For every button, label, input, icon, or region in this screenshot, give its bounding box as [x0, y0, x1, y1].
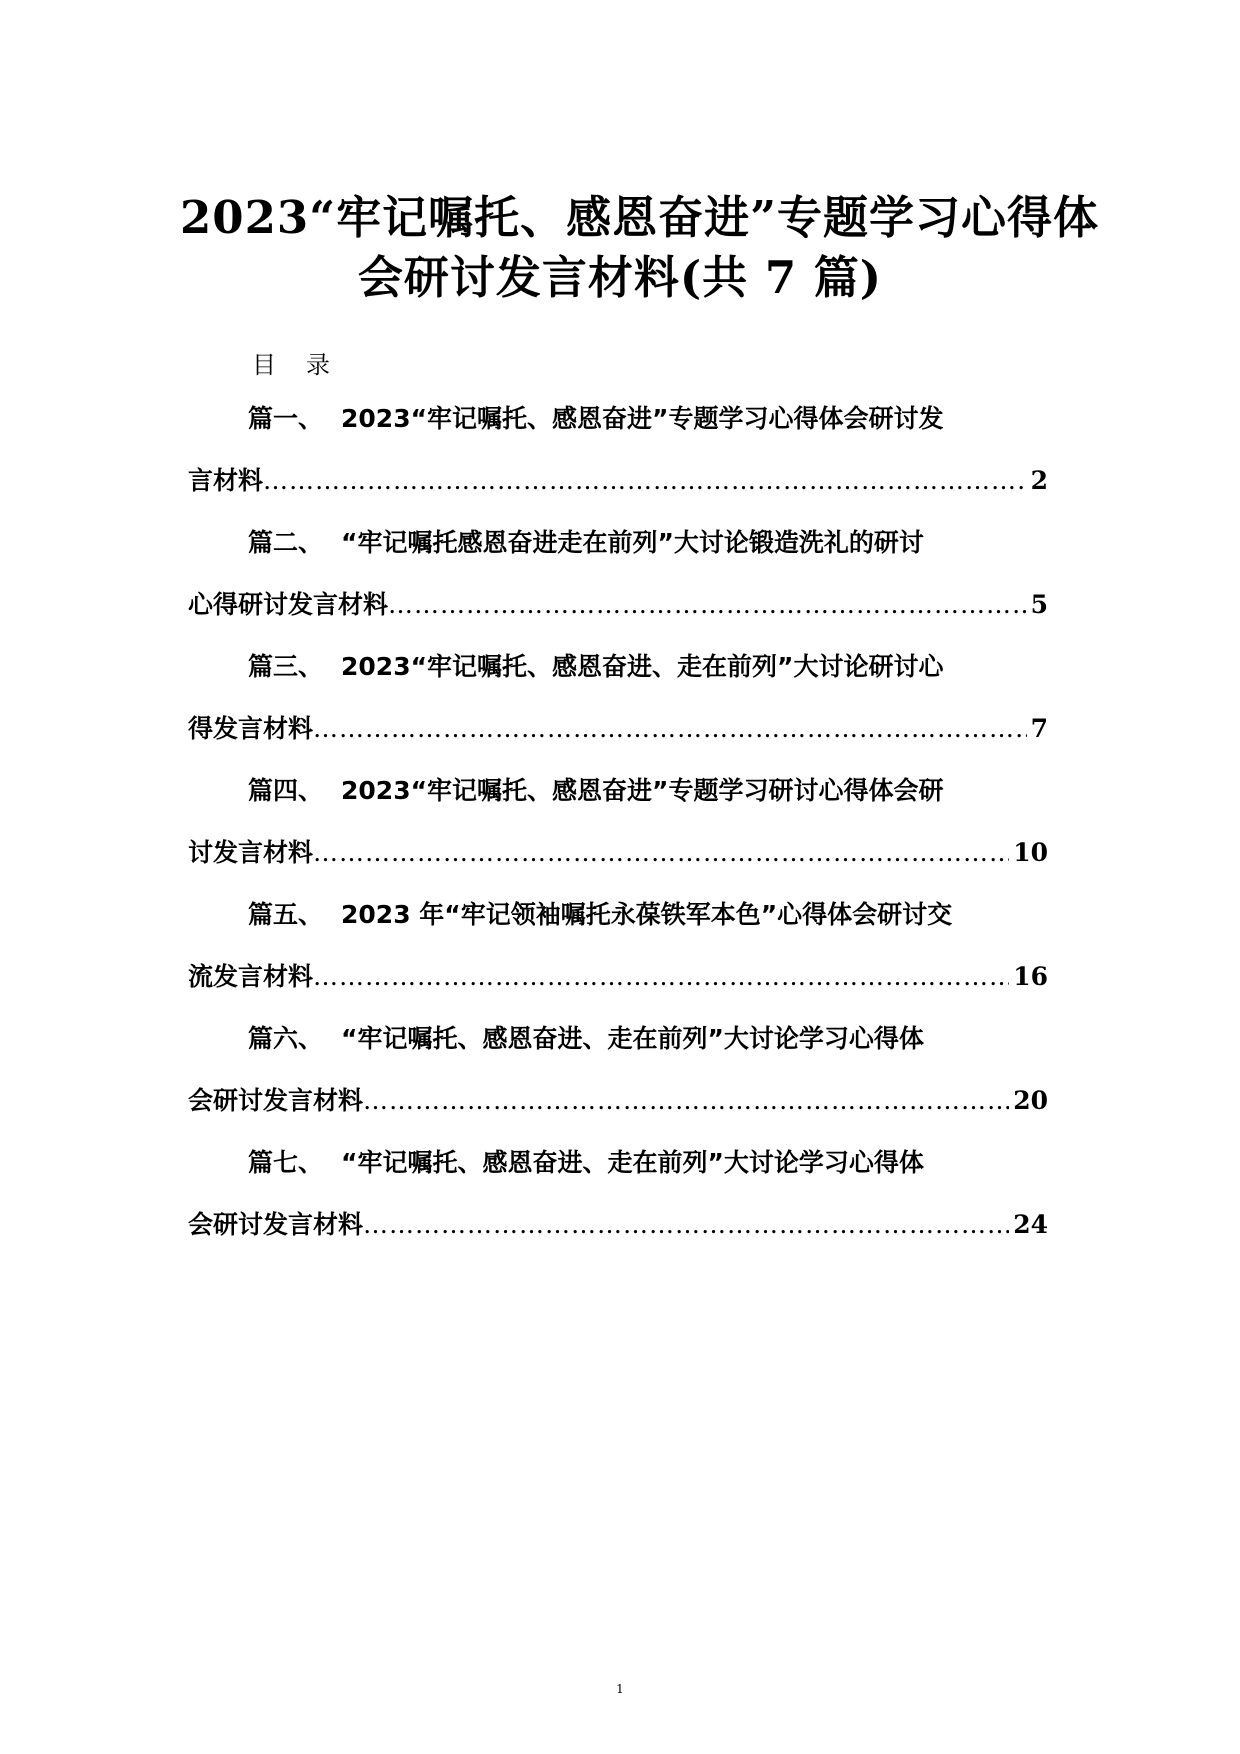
- title-line-1: 2023“牢记嘱托、感恩奋进”专题学习心得体: [180, 191, 1100, 244]
- toc-entry-2[interactable]: [188, 526, 1048, 650]
- toc-entry-number: 篇五、: [248, 900, 324, 929]
- table-of-contents: [188, 402, 1048, 1270]
- toc-entry-page: 16: [1013, 962, 1048, 991]
- toc-entry-title-cont: 会研讨发言材料: [188, 1086, 364, 1115]
- toc-leader-dots: [313, 960, 1009, 994]
- toc-entry-title: 2023“牢记嘱托、感恩奋进”专题学习心得体会研讨发: [341, 404, 944, 433]
- toc-leader-dots: [388, 588, 1027, 622]
- toc-entry-title: “牢记嘱托、感恩奋进、走在前列”大讨论学习心得体: [341, 1148, 924, 1177]
- toc-entry-title-cont: 讨发言材料: [188, 838, 314, 867]
- toc-entry-page: 20: [1013, 1086, 1048, 1115]
- toc-entry-page: 24: [1013, 1210, 1048, 1239]
- toc-entry-3[interactable]: [188, 650, 1048, 774]
- toc-entry-page: 7: [1030, 714, 1048, 743]
- toc-entry-4[interactable]: [188, 774, 1048, 898]
- toc-leader-dots: [363, 1208, 1009, 1242]
- toc-entry-title: 2023 年“牢记领袖嘱托永葆铁军本色”心得体会研讨交: [341, 900, 953, 929]
- toc-entry-number: 篇六、: [248, 1024, 324, 1053]
- toc-heading: 目录: [252, 351, 360, 379]
- toc-leader-dots: [313, 712, 1027, 746]
- document-title: [180, 188, 1100, 308]
- toc-entry-title-cont: 言材料: [188, 466, 264, 495]
- toc-entry-title: “牢记嘱托、感恩奋进、走在前列”大讨论学习心得体: [341, 1024, 924, 1053]
- toc-entry-title: 2023“牢记嘱托、感恩奋进”专题学习研讨心得体会研: [341, 776, 944, 805]
- toc-entry-6[interactable]: [188, 1022, 1048, 1146]
- toc-entry-page: 5: [1030, 590, 1048, 619]
- page-number: 1: [616, 1682, 624, 1696]
- toc-entry-title-cont: 流发言材料: [188, 962, 314, 991]
- toc-entry-1[interactable]: [188, 402, 1048, 526]
- toc-entry-number: 篇七、: [248, 1148, 324, 1177]
- toc-leader-dots: [363, 1084, 1009, 1118]
- toc-entry-7[interactable]: [188, 1146, 1048, 1270]
- toc-leader-dots: [313, 836, 1009, 870]
- toc-entry-title: “牢记嘱托感恩奋进走在前列”大讨论锻造洗礼的研讨: [341, 528, 924, 557]
- toc-leader-dots: [263, 464, 1027, 498]
- toc-entry-title: 2023“牢记嘱托、感恩奋进、走在前列”大讨论研讨心: [341, 652, 944, 681]
- toc-entry-page: 10: [1013, 838, 1048, 867]
- toc-entry-title-cont: 得发言材料: [188, 714, 314, 743]
- toc-entry-page: 2: [1030, 466, 1048, 495]
- toc-entry-title-cont: 会研讨发言材料: [188, 1210, 364, 1239]
- toc-entry-number: 篇三、: [248, 652, 324, 681]
- toc-entry-title-cont: 心得研讨发言材料: [188, 590, 389, 619]
- toc-entry-number: 篇二、: [248, 528, 324, 557]
- toc-entry-number: 篇四、: [248, 776, 324, 805]
- toc-entry-number: 篇一、: [248, 404, 324, 433]
- toc-entry-5[interactable]: [188, 898, 1048, 1022]
- title-line-2: 会研讨发言材料(共 7 篇): [357, 251, 883, 304]
